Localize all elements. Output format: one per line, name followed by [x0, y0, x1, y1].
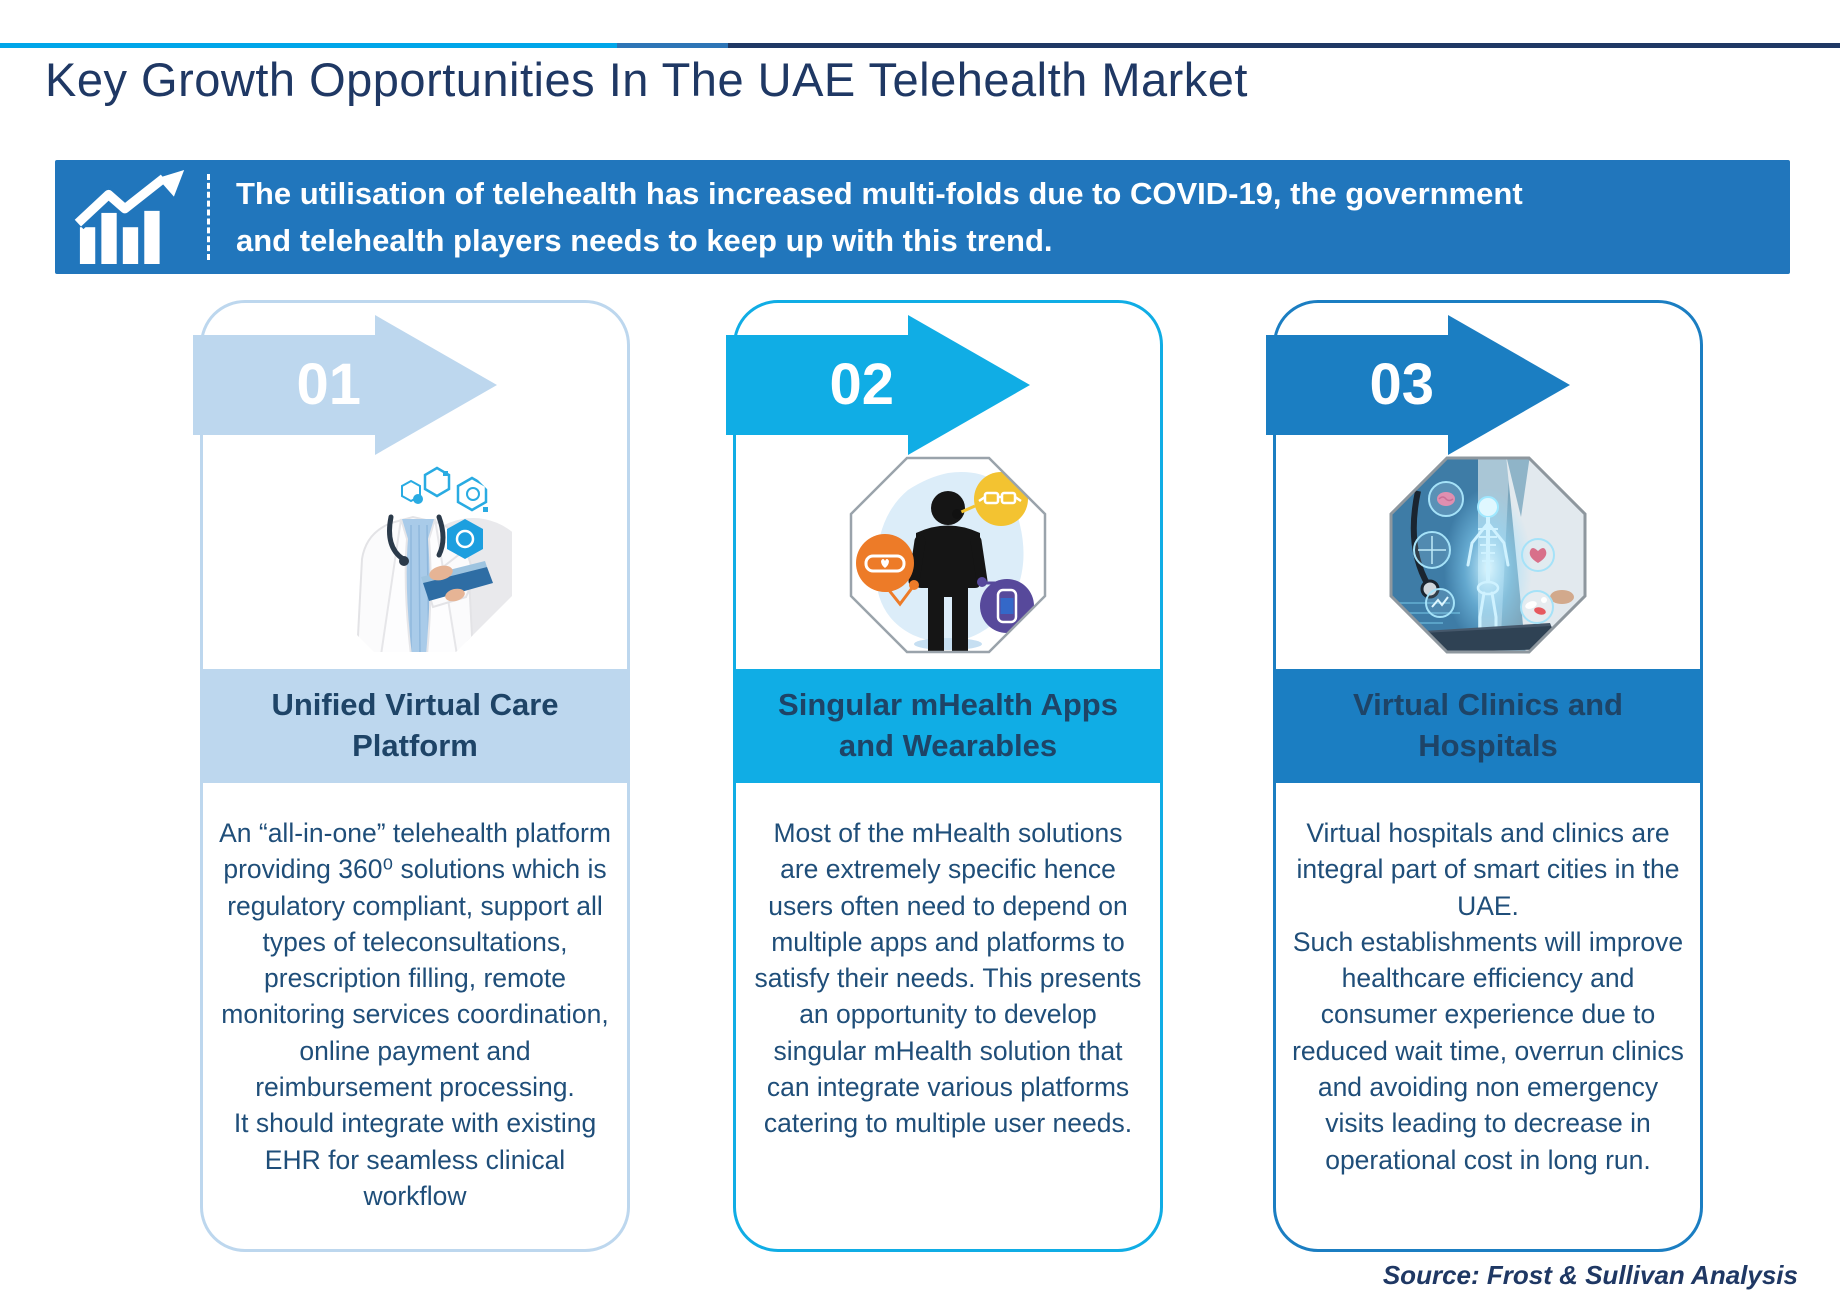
card-body — [1291, 815, 1685, 1178]
top-rule-segment-cyan — [0, 43, 617, 48]
banner-text-line-2: and telehealth players needs to keep up with this trend. — [236, 223, 1053, 258]
card-title-bar — [1276, 669, 1700, 783]
card-title: Virtual Clinics and Hospitals — [1353, 687, 1623, 763]
arrow-number-03: 03 — [1266, 335, 1448, 435]
opportunity-card-01 — [200, 300, 630, 1252]
body-paragraph: An “all-in-one” telehealth platform providing 360⁰ solutions which is regulatory compliant, support all types of teleconsultations, prescription filling, remote monitoring services coordination, online payment and reimbursement processing. — [219, 818, 611, 1103]
banner-text-line-1: The utilisation of telehealth has increased multi-folds due to COVID-19, the government — [236, 175, 1523, 211]
source-note: Source: Frost & Sullivan Analysis — [1382, 1260, 1798, 1290]
arrow-number-01: 01 — [193, 335, 375, 435]
banner-text — [236, 170, 1523, 264]
opportunity-card-03 — [1273, 300, 1703, 1252]
opportunity-card-02 — [733, 300, 1163, 1252]
person-with-wearables-image — [848, 455, 1048, 655]
key-message-banner — [55, 160, 1790, 274]
body-paragraph: Virtual hospitals and clinics are integral part of smart cities in the UAE. — [1296, 818, 1680, 921]
body-paragraph: It should integrate with existing EHR for seamless clinical workflow — [233, 1108, 597, 1211]
banner-dashed-divider — [207, 174, 210, 260]
top-rule — [0, 43, 1840, 48]
arrow-head-icon — [375, 315, 497, 455]
body-paragraph: Such establishments will improve healthcare efficiency and consumer experience due to reduced wait time, overrun clinics and avoiding non emergency visits leading to decrease in operational cost in long run. — [1292, 926, 1684, 1175]
top-rule-segment-navy — [728, 43, 1840, 48]
arrow-number-02: 02 — [726, 335, 908, 435]
arrow-head-icon — [908, 315, 1030, 455]
body-paragraph: Most of the mHealth solutions are extremely specific hence users often need to depend on multiple apps and platforms to satisfy their needs. This presents an opportunity to develop singular mHealth solution that can integrate various platforms catering to multiple user needs. — [754, 818, 1142, 1139]
card-title: Singular mHealth Apps and Wearables — [778, 687, 1118, 763]
card-body — [751, 815, 1145, 1142]
virtual-body-hologram-image — [1388, 455, 1588, 655]
card-title: Unified Virtual Care Platform — [271, 687, 559, 763]
arrow-head-icon — [1448, 315, 1570, 455]
doctor-using-tablet-image — [315, 455, 515, 655]
growth-chart-icon — [55, 170, 207, 264]
top-rule-segment-blue — [617, 43, 728, 48]
page-title: Key Growth Opportunities In The UAE Telehealth Market — [45, 53, 1248, 106]
card-body — [218, 815, 612, 1214]
card-title-bar — [203, 669, 627, 783]
card-title-bar — [736, 669, 1160, 783]
